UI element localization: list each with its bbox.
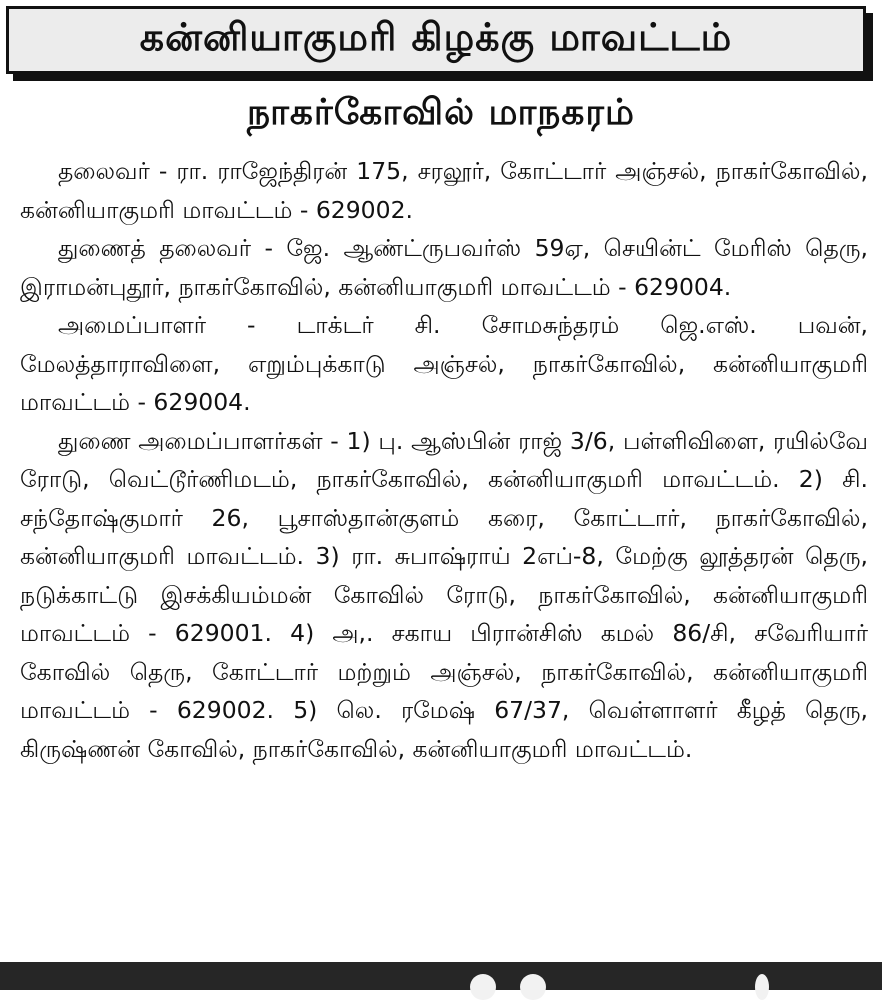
president-entry: தலைவர் - ரா. ராஜேந்திரன் 175, சரலூர், கோட்டார் அஞ்சல், நாகர்கோவில், கன்னியாகுமரி மாவட்டம் - 629002. [20,157,868,224]
next-section-banner-edge [0,962,882,990]
district-title: கன்னியாகுமரி கிழக்கு மாவட்டம் [139,15,733,59]
cropped-heading-glyph [470,974,496,1000]
deputy-organisers-entry: துணை அமைப்பாளர்கள் - 1) பு. ஆஸ்பின் ராஜ் 3/6, பள்ளிவிளை, ரயில்வே ரோடு, வெட்டூர்ணிமடம், நாகர்கோவில், கன்னியாகுமரி மாவட்டம். 2) சி. சந்தோஷ்குமார் 26, பூசாஸ்தான்குளம் கரை, கோட்டார், நாகர்கோவில், கன்னியாகுமரி மாவட்டம். 3) ரா. சுபாஷ்ராய் 2எப்-8, மேற்கு லூத்தரன் தெரு, நடுக்காட்டு இசக்கியம்மன் கோவில் ரோடு, நாகர்கோவில், கன்னியாகுமரி மாவட்டம் - 629001. 4) அ,. சகாய பிரான்சிஸ் கமல் 86/சி, சவேரியார் கோவில் தெரு, கோட்டார் மற்றும் அஞ்சல், நாகர்கோவில், கன்னியாகுமரி மாவட்டம் - 629002. 5) லெ. ரமேஷ் 67/37, வெள்ளாளர் கீழத் தெரு, கிருஷ்ணன் கோவில், நாகர்கோவில், கன்னியாகுமரி மாவட்டம். [20,426,868,763]
cropped-heading-glyph [755,974,769,1000]
organiser-entry: அமைப்பாளர் - டாக்டர் சி. சோமசுந்தரம் ஜெ.எஸ். பவன், மேலத்தாராவிளை, எறும்புக்காடு அஞ்சல், நாகர்கோவில், கன்னியாகுமரி மாவட்டம் - 629004. [20,311,868,416]
district-banner [6,6,866,74]
cropped-heading-glyph [520,974,546,1000]
city-subtitle: நாகர்கோவில் மாநகரம் [247,92,635,133]
office-bearers-list [20,152,868,768]
vice-president-entry: துணைத் தலைவர் - ஜே. ஆண்ட்ருபவர்ஸ் 59ஏ, செயின்ட் மேரிஸ் தெரு, இராமன்புதூர், நாகர்கோவில், கன்னியாகுமரி மாவட்டம் - 629004. [20,234,868,301]
